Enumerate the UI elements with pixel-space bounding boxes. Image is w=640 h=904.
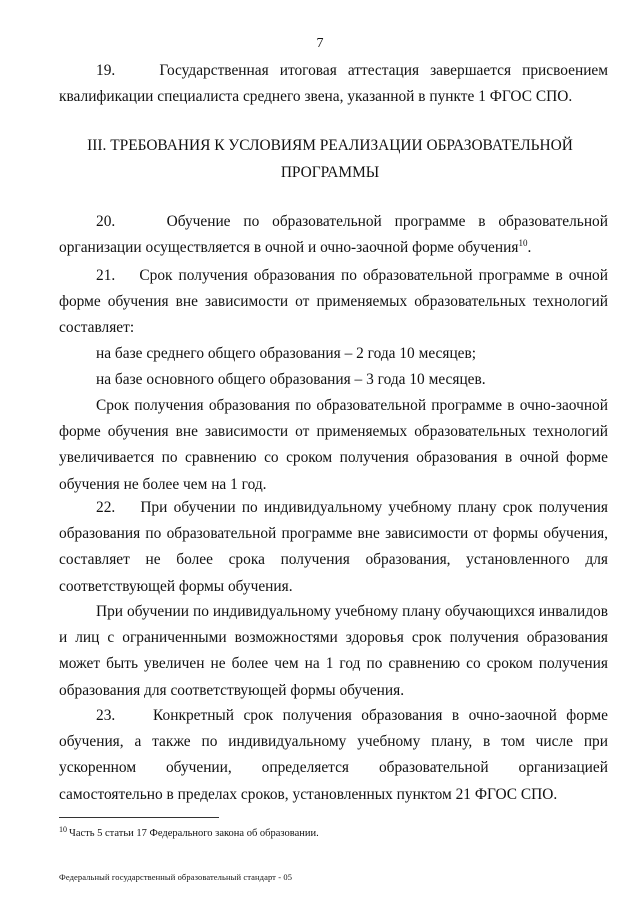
section-heading: III. ТРЕБОВАНИЯ К УСЛОВИЯМ РЕАЛИЗАЦИИ ОБРАЗОВАТЕЛЬНОЙ ПРОГРАММЫ [87, 137, 573, 181]
footnote-reference: 10 [518, 238, 528, 249]
footnote-divider [59, 817, 219, 818]
paragraph-19: 19. Государственная итоговая аттестация завершается присвоением квалификации специалиста среднего звена, указанной в пункте 1 ФГОС СПО. [59, 62, 608, 106]
paragraph-20-text: 20. Обучение по образовательной программе в образовательной организации осуществляется в очной и очно-заочной форме обучения [59, 213, 608, 257]
paragraph-21: 21. Срок получения образования по образовательной программе в очной форме обучения вне зависимости от применяемых образовательных технологий составляет: [59, 267, 608, 337]
footnote-text: Часть 5 статьи 17 Федерального закона об образовании. [69, 828, 319, 839]
paragraph-21-continuation: Срок получения образования по образовательной программе в очно-заочной форме обучения вне зависимости от применяемых образовательных технологий увеличивается по сравнению со сроком получения образования в очной форме обучения не более чем на 1 год. [59, 397, 608, 493]
paragraph-20-end: . [527, 239, 532, 257]
footnote [59, 823, 319, 841]
paragraph-21-item-2: на базе основного общего образования – 3 года 10 месяцев. [96, 371, 486, 388]
page-footer: Федеральный государственный образовательный стандарт - 05 [59, 872, 293, 882]
footnote-number: 10 [59, 825, 67, 834]
page-number: 7 [316, 36, 324, 51]
paragraph-22-continuation: При обучении по индивидуальному учебному плану обучающихся инвалидов и лиц с ограниченными возможностями здоровья срок получения образования может быть увеличен не более чем на 1 год по сравнению со сроком получения образования для соответствующей формы обучения. [59, 603, 608, 699]
paragraph-20 [59, 209, 608, 261]
paragraph-23: 23. Конкретный срок получения образования в очно-заочной форме обучения, а также по индивидуальному учебному плану, в том числе при ускоренном обучении, определяется образовательной организацией самостоятельно в пределах сроков, установленных пунктом 21 ФГОС СПО. [59, 707, 608, 803]
paragraph-22: 22. При обучении по индивидуальному учебному плану срок получения образования по образовательной программе вне зависимости от формы обучения, составляет не более срока получения образования, установленного для соответствующей формы обучения. [59, 499, 608, 595]
paragraph-21-item-1: на базе среднего общего образования – 2 года 10 месяцев; [96, 345, 477, 362]
